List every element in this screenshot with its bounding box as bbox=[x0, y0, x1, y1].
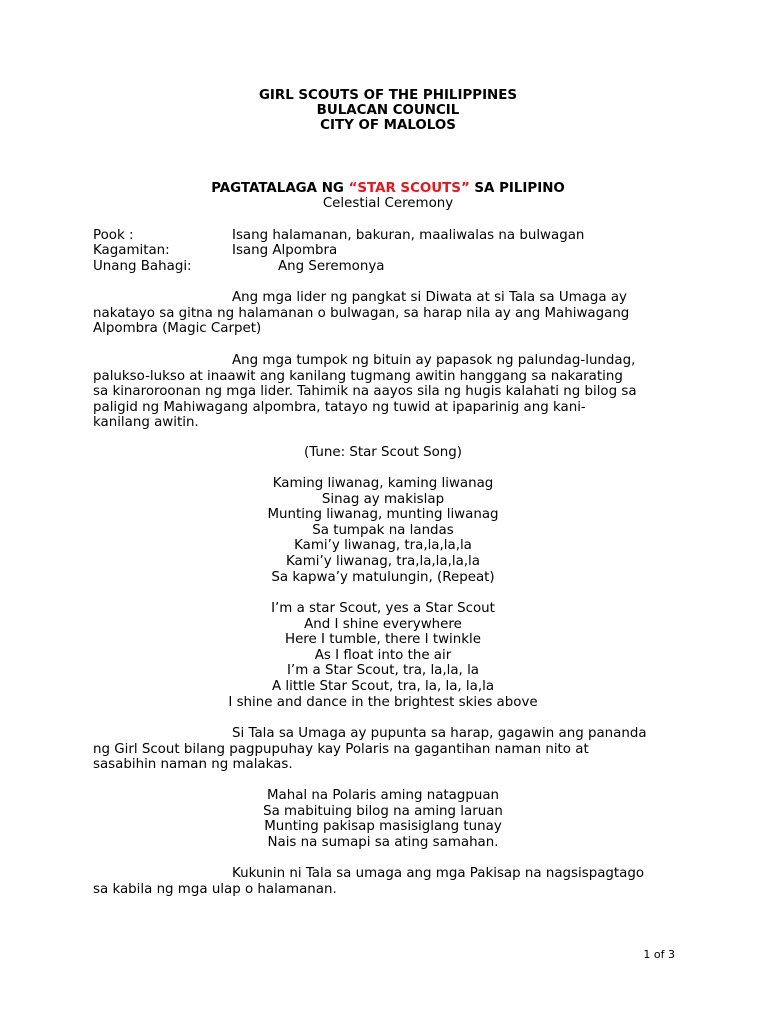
verse-line: As I float into the air bbox=[314, 647, 452, 663]
paragraph-line: Alpombra (Magic Carpet) bbox=[93, 321, 262, 337]
verse-line: Mahal na Polaris aming natagpuan bbox=[266, 788, 500, 803]
paragraph-3 bbox=[93, 726, 693, 773]
verse-line: I’m a Star Scout, tra, la,la, la bbox=[286, 663, 479, 679]
verse-line: Here I tumble, there I twinkle bbox=[285, 632, 481, 648]
song-verse-2 bbox=[93, 601, 673, 710]
verse-line: And I shine everywhere bbox=[304, 616, 462, 632]
verse-line: Sinag ay makislap bbox=[321, 491, 445, 507]
verse-line: Nais na sumapi sa ating samahan. bbox=[267, 834, 499, 850]
field-value: Ang Seremonya bbox=[278, 259, 385, 274]
council-name: BULACAN COUNCIL bbox=[316, 103, 460, 118]
verse-line: Kaming liwanag, kaming liwanag bbox=[272, 476, 494, 491]
paragraph-line: kanilang awitin. bbox=[93, 415, 199, 431]
paragraph-line: nakatayo sa gitna ng halamanan o bulwagan, sa harap nila ay ang Mahiwagang bbox=[93, 305, 630, 321]
paragraph-line: ng Girl Scout bilang pagpupuhay kay Polaris na gagantihan naman nito at bbox=[93, 741, 589, 757]
document-title bbox=[93, 181, 683, 197]
document-subtitle: Celestial Ceremony bbox=[322, 196, 454, 211]
paragraph-4 bbox=[93, 866, 693, 897]
field-row-kagamitan bbox=[93, 243, 693, 259]
verse-line: Sa kapwa’y matulungin, (Repeat) bbox=[271, 569, 495, 585]
paragraph-1 bbox=[93, 290, 693, 337]
verse-line: Sa tumpak na landas bbox=[312, 522, 454, 538]
title-highlight: “STAR SCOUTS” bbox=[348, 181, 470, 196]
verse-line: Kami’y liwanag, tra,la,la,la bbox=[294, 538, 472, 554]
verse-line: I’m a star Scout, yes a Star Scout bbox=[271, 601, 495, 616]
city-name: CITY OF MALOLOS bbox=[320, 118, 456, 133]
paragraph-line: Si Tala sa Umaga ay pupunta sa harap, gagawin ang pananda bbox=[232, 726, 647, 741]
paragraph-2 bbox=[93, 353, 693, 431]
paragraph-line: Kukunin ni Tala sa umaga ang mga Pakisap na nagsispagtago bbox=[232, 866, 645, 881]
field-value: Isang Alpombra bbox=[232, 243, 338, 258]
paragraph-line: sa kabila ng mga ulap o halamanan. bbox=[93, 881, 337, 897]
page-number: 1 of 3 bbox=[643, 948, 675, 961]
paragraph-line: palukso-lukso at inaawit ang kanilang tugmang awitin hanggang sa nakarating bbox=[93, 368, 623, 384]
title-prefix: PAGTATALAGA NG bbox=[211, 181, 349, 196]
field-row-pook bbox=[93, 228, 693, 244]
paragraph-line: Ang mga lider ng pangkat si Diwata at si Tala sa Umaga ay bbox=[232, 290, 627, 305]
verse-line: I shine and dance in the brightest skies above bbox=[228, 694, 538, 710]
paragraph-line: paligid ng Mahiwagang alpombra, tatayo ng tuwid at ipaparinig ang kani- bbox=[93, 399, 586, 415]
field-label: Kagamitan: bbox=[93, 243, 170, 258]
tune-note: (Tune: Star Scout Song) bbox=[303, 445, 463, 460]
title-suffix: SA PILIPINO bbox=[469, 181, 565, 196]
paragraph-line: sasabihin naman ng malakas. bbox=[93, 757, 293, 773]
field-label: Pook : bbox=[93, 228, 134, 243]
verse-line: Munting pakisap masisiglang tunay bbox=[264, 819, 502, 835]
org-name: GIRL SCOUTS OF THE PHILIPPINES bbox=[258, 88, 518, 103]
field-row-unang-bahagi bbox=[93, 259, 693, 275]
polaris-verse bbox=[93, 788, 673, 850]
paragraph-line: sa kinaroroonan ng mga lider. Tahimik na aayos sila ng hugis kalahati ng bilog sa bbox=[93, 384, 637, 400]
field-value: Isang halamanan, bakuran, maaliwalas na bulwagan bbox=[232, 228, 585, 243]
paragraph-line: Ang mga tumpok ng bituin ay papasok ng palundag-lundag, bbox=[232, 353, 636, 368]
verse-line: A little Star Scout, tra, la, la, la,la bbox=[271, 678, 495, 694]
song-verse-1 bbox=[93, 476, 673, 585]
verse-line: Kami’y liwanag, tra,la,la,la,la bbox=[286, 553, 480, 569]
field-label: Unang Bahagi: bbox=[93, 259, 192, 274]
verse-line: Sa mabituing bilog na aming laruan bbox=[263, 803, 503, 819]
verse-line: Munting liwanag, munting liwanag bbox=[267, 507, 499, 523]
